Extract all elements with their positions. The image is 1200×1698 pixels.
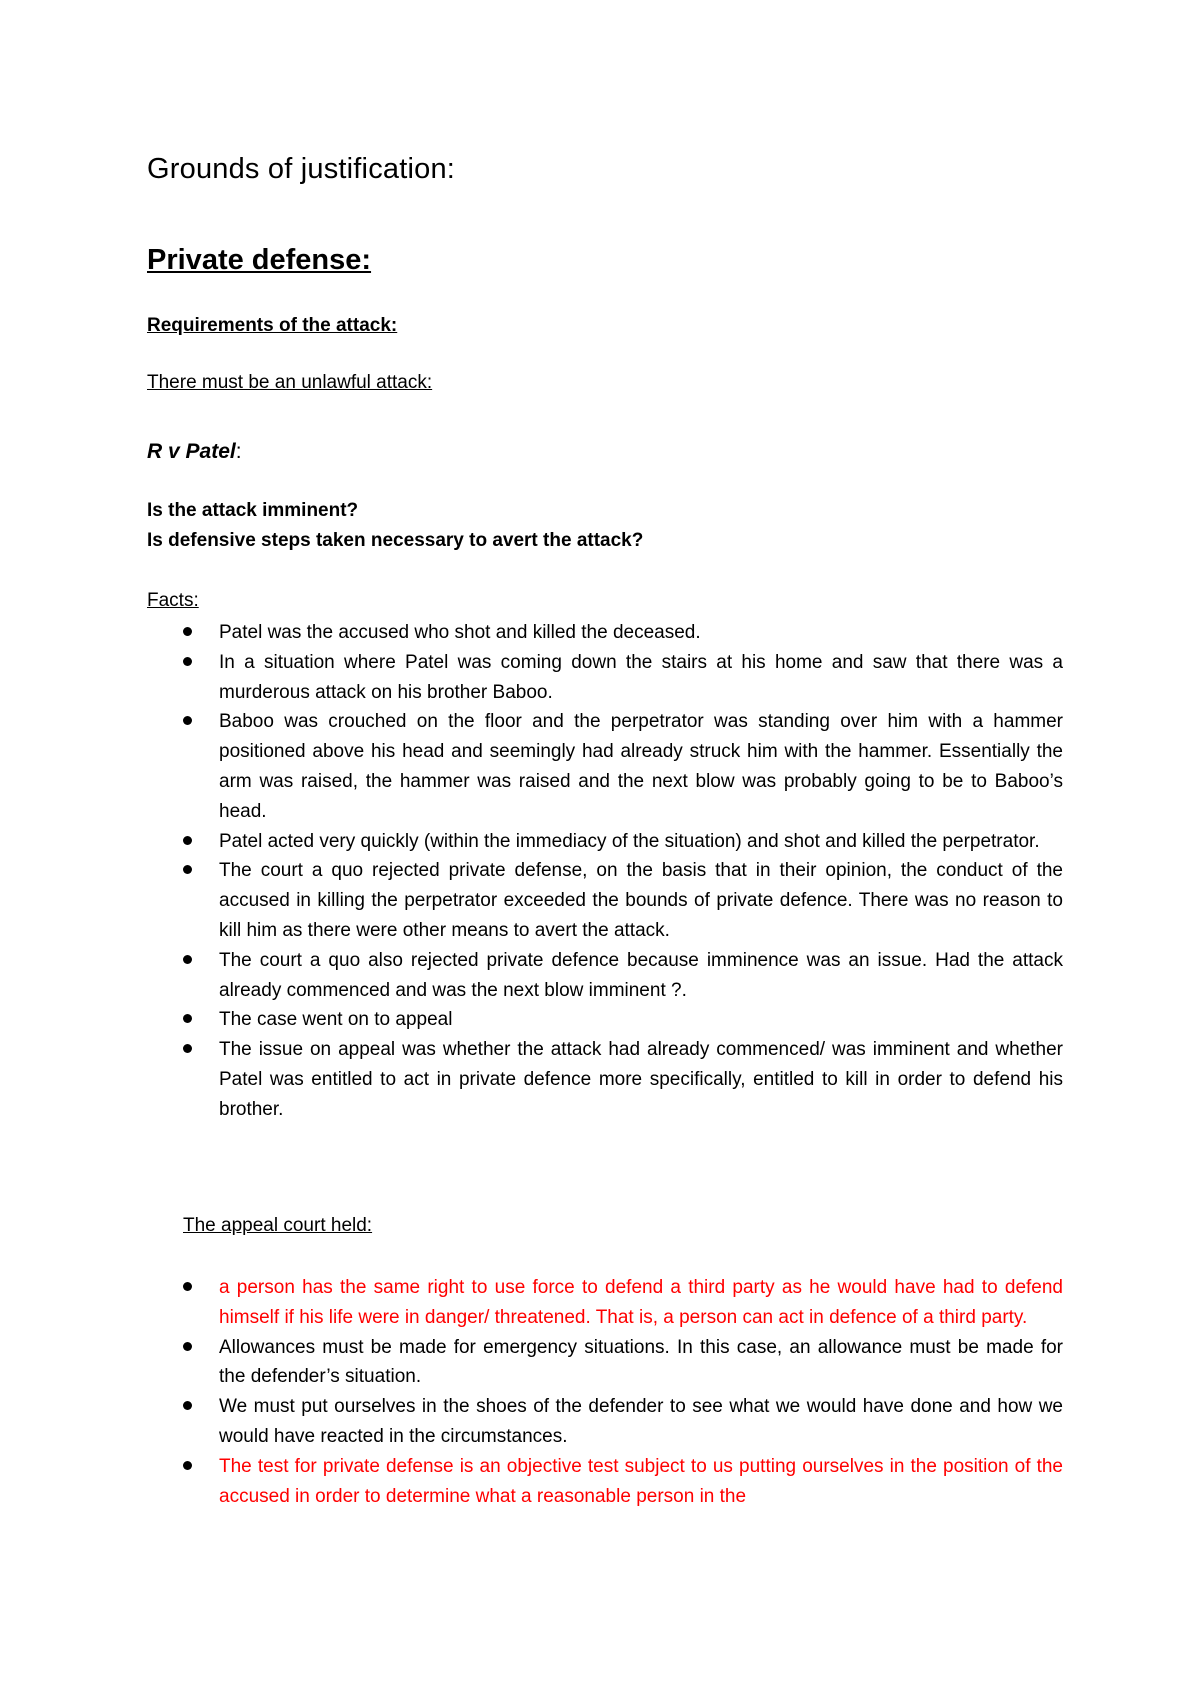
section-title-text: Private defense: — [147, 244, 372, 276]
list-item: The issue on appeal was whether the attack had already commenced/ was imminent and whether Patel was entitled to act in private defence more specifically, entitled to kill in order to defend his brother. — [183, 1035, 1063, 1124]
unlawful-attack-heading: There must be an unlawful attack: — [147, 372, 433, 393]
facts-list — [183, 618, 1063, 1125]
list-item: Allowances must be made for emergency situations. In this case, an allowance must be made for the defender’s situation. — [183, 1333, 1063, 1393]
list-item: Patel acted very quickly (within the immediacy of the situation) and shot and killed the perpetrator. — [183, 827, 1063, 857]
bullet-icon — [183, 1461, 192, 1470]
document-title: Grounds of justification: — [147, 153, 456, 185]
bullet-icon — [183, 955, 192, 964]
list-item: Patel was the accused who shot and killed the deceased. — [183, 618, 1063, 648]
bullet-icon — [183, 1342, 192, 1351]
appeal-court-label: The appeal court held: — [183, 1215, 373, 1236]
list-item: The court a quo rejected private defense, on the basis that in their opinion, the conduct of the accused in killing the perpetrator exceeded the bounds of private defence. There was no reason to kill him as there were other means to avert the attack. — [183, 856, 1063, 945]
list-item: The court a quo also rejected private defence because imminence was an issue. Had the attack already commenced and was the next blow imminent ?. — [183, 946, 1063, 1006]
list-item: In a situation where Patel was coming down the stairs at his home and saw that there was a murderous attack on his brother Baboo. — [183, 648, 1063, 708]
question-imminent: Is the attack imminent? — [147, 500, 359, 521]
bullet-icon — [183, 627, 192, 636]
list-item: The test for private defense is an objective test subject to us putting ourselves in the position of the accused in order to determine what a reasonable person in the — [183, 1452, 1063, 1512]
list-item: a person has the same right to use force to defend a third party as he would have had to defend himself if his life were in danger/ threatened. That is, a person can act in defence of a third party. — [183, 1273, 1063, 1333]
bullet-icon — [183, 865, 192, 874]
bullet-icon — [183, 1282, 192, 1291]
bullet-icon — [183, 716, 192, 725]
holdings-list — [183, 1273, 1063, 1511]
case-heading — [147, 440, 242, 464]
list-item: Baboo was crouched on the floor and the perpetrator was standing over him with a hammer positioned above his head and seemingly had already struck him with the hammer. Essentially the arm was raised, the hammer was raised and the next blow was probably going to be to Baboo’s head. — [183, 707, 1063, 826]
bullet-icon — [183, 657, 192, 666]
bullet-icon — [183, 1044, 192, 1053]
case-name: R v Patel — [147, 440, 236, 463]
requirements-heading: Requirements of the attack: — [147, 315, 398, 336]
list-item: The case went on to appeal — [183, 1005, 1063, 1035]
list-item: We must put ourselves in the shoes of the defender to see what we would have done and how we would have reacted in the circumstances. — [183, 1392, 1063, 1452]
bullet-icon — [183, 1014, 192, 1023]
question-necessary: Is defensive steps taken necessary to avert the attack? — [147, 530, 644, 551]
bullet-icon — [183, 1401, 192, 1410]
bullet-icon — [183, 836, 192, 845]
section-title — [147, 244, 371, 277]
facts-label: Facts: — [147, 590, 199, 611]
case-colon: : — [235, 440, 242, 463]
